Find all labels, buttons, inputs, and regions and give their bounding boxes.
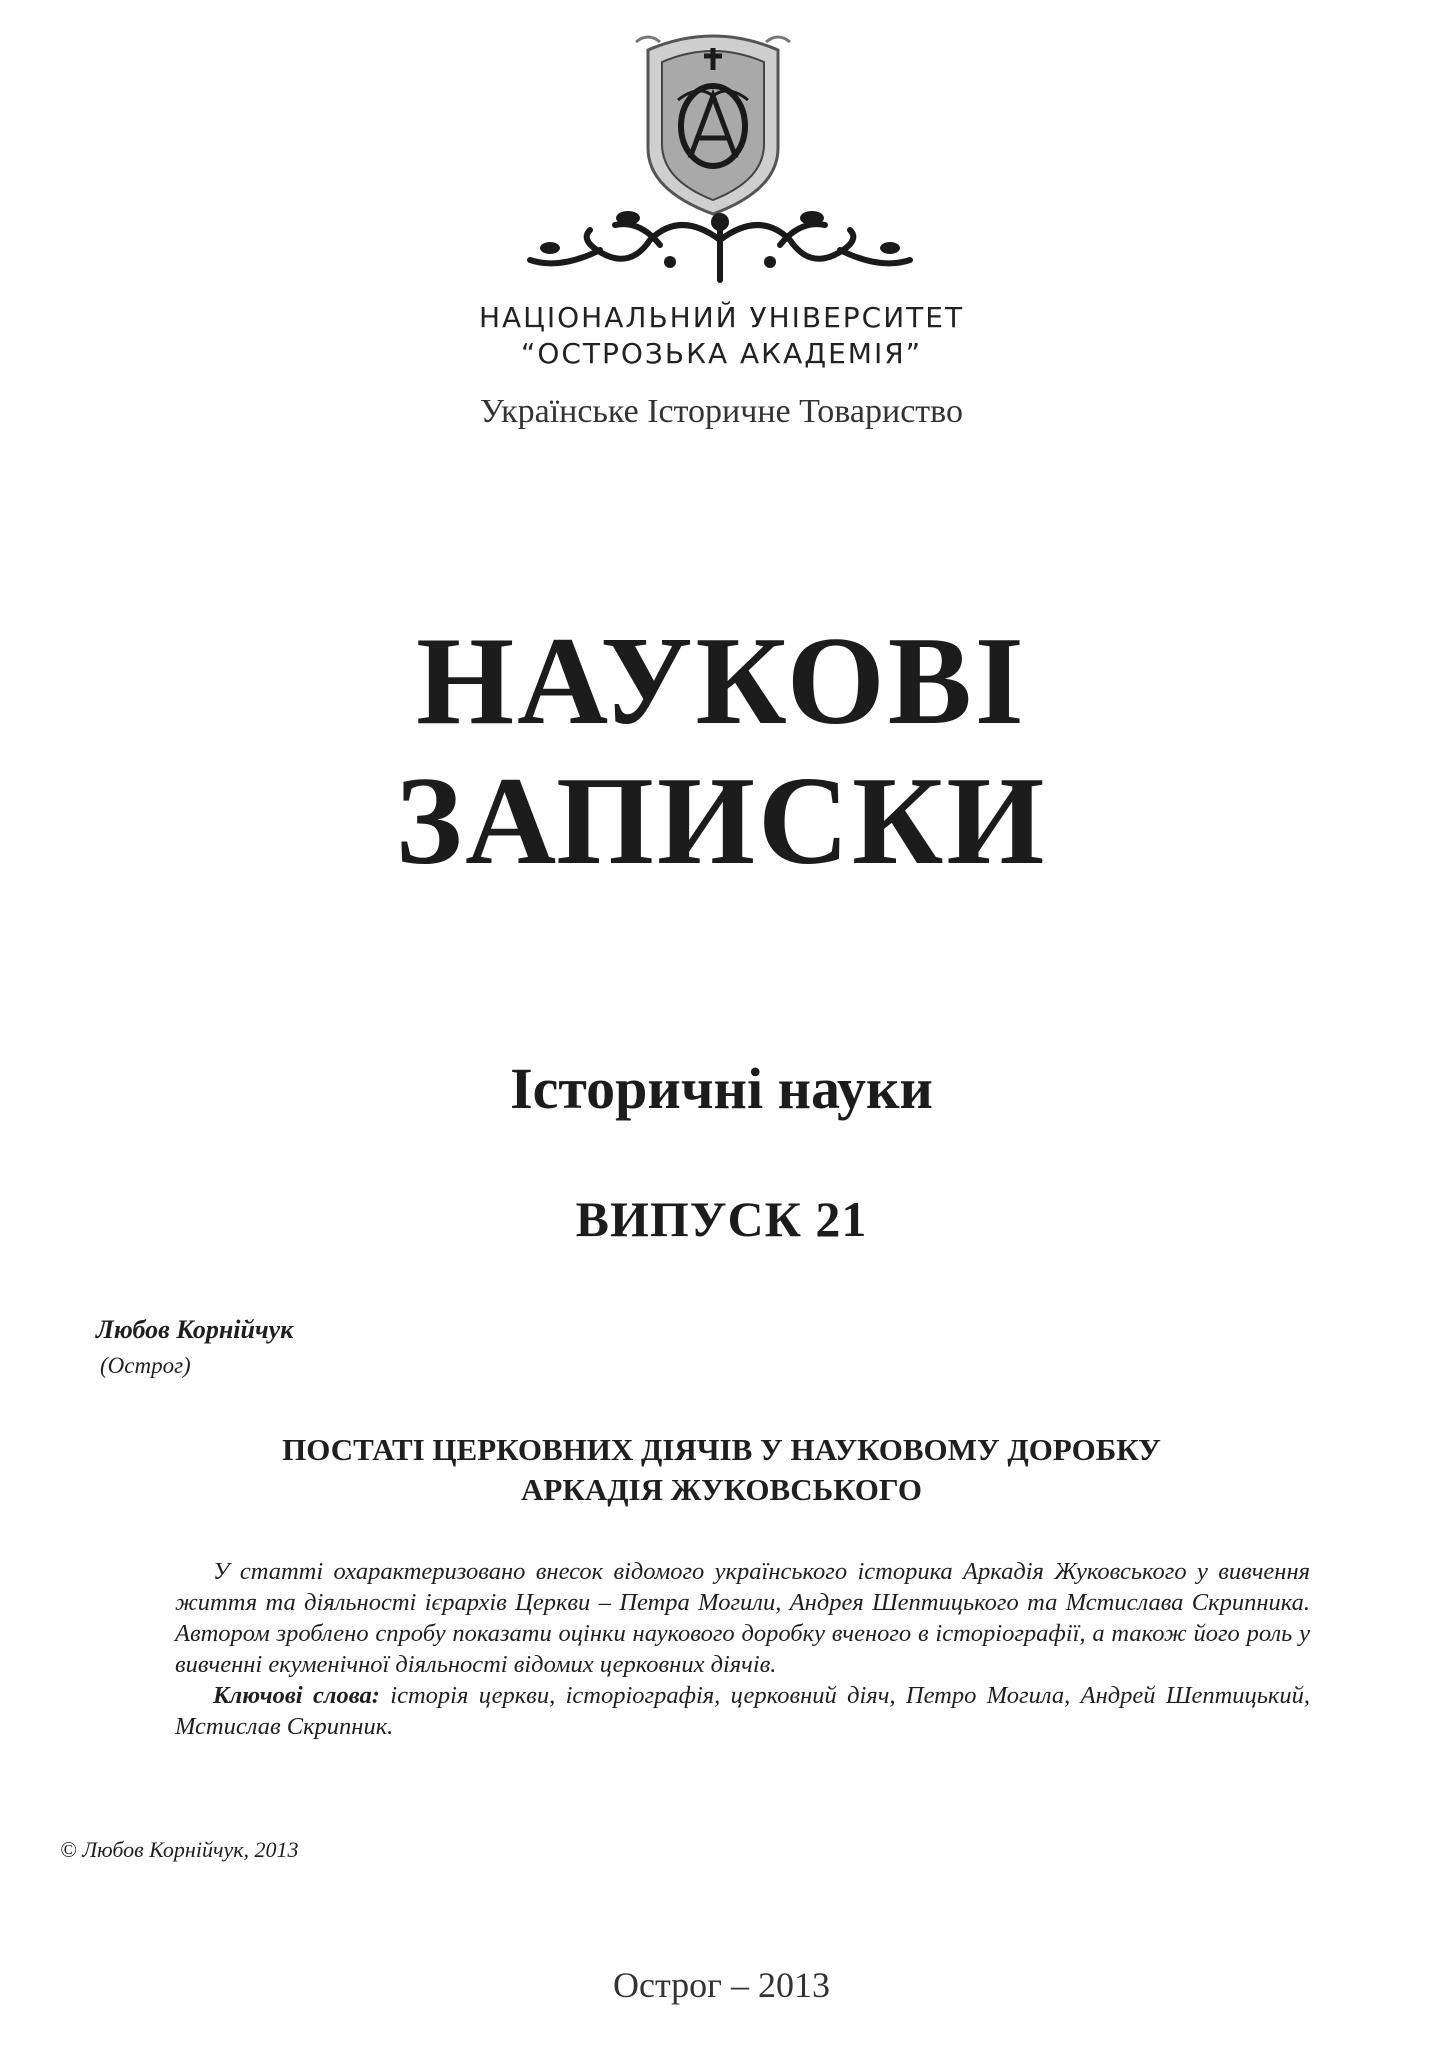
author-affiliation: (Острог) (100, 1353, 191, 1378)
abstract-text: У статті охарактеризовано внесок відомого українського історика Аркадія Жуковського у вивчення життя та діяльності ієрархів Церкви – Петра Могили, Андрея Шептицького та Мстислава Скрипника. Автором зроблено спробу показати оцінки наукового доробку вченого в історіографії, а також його роль у вивченні екуменічної діяльності відомих церковних діячів. (175, 1558, 1310, 1678)
university-name (0, 300, 1443, 372)
society-name: Українське Історичне Товариство (480, 393, 963, 430)
university-crest-icon (628, 30, 798, 220)
keywords-paragraph (175, 1680, 1310, 1742)
copyright-notice: © Любов Корнійчук, 2013 (60, 1837, 299, 1862)
journal-title (0, 612, 1443, 892)
series-title: Історичні науки (510, 1056, 933, 1121)
article-title (0, 1430, 1443, 1510)
floral-ornament-icon (520, 200, 920, 290)
journal-title-line1: НАУКОВІ (416, 612, 1027, 751)
university-name-line1: НАЦІОНАЛЬНИЙ УНІВЕРСИТЕТ (478, 301, 965, 334)
issue-number: ВИПУСК 21 (575, 1191, 868, 1247)
university-name-line2: “ОСТРОЗЬКА АКАДЕМІЯ” (520, 337, 923, 370)
keywords-text: історія церкви, історіографія, церковний діяч, Петро Могила, Андрей Шептицький, Мстислав Скрипник. (175, 1682, 1310, 1740)
keywords-label: Ключові слова: (213, 1682, 380, 1709)
place-year: Острог – 2013 (613, 1965, 830, 2005)
article-abstract (175, 1556, 1310, 1742)
article-author: Любов Корнійчук (96, 1315, 294, 1344)
journal-title-line2: ЗАПИСКИ (395, 752, 1048, 891)
article-title-line1: ПОСТАТІ ЦЕРКОВНИХ ДІЯЧІВ У НАУКОВОМУ ДОРОБКУ (282, 1432, 1161, 1467)
article-title-line2: АРКАДІЯ ЖУКОВСЬКОГО (521, 1472, 922, 1507)
